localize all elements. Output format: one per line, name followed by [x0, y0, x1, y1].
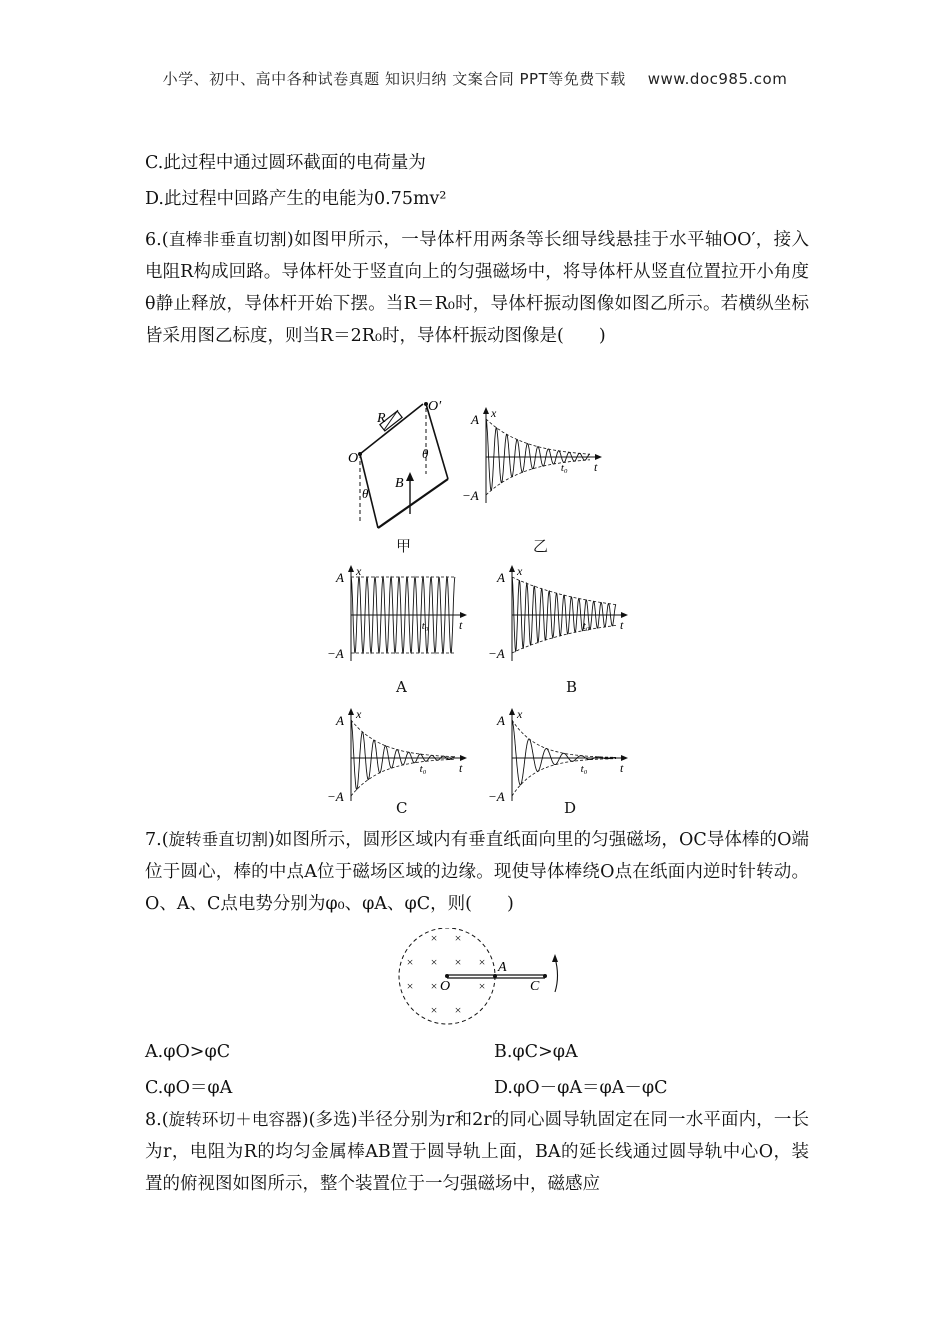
point-o	[445, 974, 449, 978]
y-axis-arrowhead	[348, 565, 354, 572]
field-cross-icon: ×	[454, 1003, 462, 1017]
label-o-prime: O′	[428, 399, 442, 414]
label-amplitude: A	[471, 412, 479, 427]
label-a: A	[498, 960, 507, 975]
q7-stem: 7.(旋转垂直切割)如图所示，圆形区域内有垂直纸面向里的匀强磁场，OC导体棒的O端位于圆心，棒的中点A位于磁场区域的边缘。现使导体棒绕O点在纸面内逆时针转动。O、A、C点电势分别为φ₀、φA、φC，则( )	[145, 830, 809, 914]
q7-number: 7.(	[145, 830, 169, 850]
point-c	[543, 974, 547, 978]
point-a	[493, 974, 497, 978]
label-theta-right: θ	[422, 446, 429, 461]
field-cross-icon: ×	[430, 1003, 438, 1017]
graph-c-content	[327, 707, 467, 801]
q8-tag: 旋转环切＋电容器	[168, 1110, 302, 1129]
oscillation-curve	[486, 419, 590, 490]
label-b: B	[395, 476, 404, 491]
label-amplitude: A	[497, 570, 505, 585]
label-neg-amplitude: −A	[462, 488, 479, 503]
q6-number: 6.(	[145, 230, 169, 250]
q7-text: 如图所示，圆形区域内有垂直纸面向里的匀强磁场，OC导体棒的O端位于圆心，棒的中点A位于磁场区域的边缘。现使导体棒绕O点在纸面内逆时针转动。O、A、C点电势分别为φ₀、φA、φC，则( )	[145, 830, 809, 914]
point-o	[358, 452, 362, 456]
field-cross-icon: ×	[406, 955, 414, 969]
label-neg-amplitude: −A	[488, 789, 505, 801]
q7-option-c: C.φO＝φA	[145, 1078, 233, 1098]
graph-yi	[462, 405, 612, 515]
wire-right	[426, 404, 448, 479]
q7-tag: 旋转垂直切割	[168, 830, 269, 849]
choice-c-label: C	[396, 799, 408, 817]
label-t0: t₀	[421, 620, 429, 632]
q5-option-d-value: 0.75mv²	[373, 189, 447, 209]
rotation-arrowhead	[552, 954, 558, 962]
envelope-lower	[512, 759, 616, 796]
label-t: t	[459, 618, 463, 632]
figure-jia	[340, 392, 460, 558]
figure-yi-label: 乙	[533, 537, 549, 555]
label-t0: t₀	[582, 620, 590, 632]
y-axis-arrowhead	[509, 708, 515, 715]
oscillation-curve	[512, 720, 616, 785]
graph-d	[488, 706, 628, 801]
label-o: O	[348, 451, 359, 466]
q8-text: )(多选)半径分别为r和2r的同心圆导轨固定在同一水平面内，一长为r，电阻为R的均匀金属棒AB置于圆导轨上面，BA的延长线通过圆导轨中心O，装置的俯视图如图所示，整个装置位于一匀强磁场中，磁感应	[145, 1110, 809, 1194]
envelope-upper	[351, 720, 455, 757]
field-crosses	[407, 931, 486, 1017]
label-t0: t₀	[419, 763, 427, 775]
figure-jia-label: 甲	[396, 537, 412, 555]
label-x: x	[517, 707, 523, 721]
field-cross-icon: ×	[454, 955, 462, 969]
q7-option-a: A.φO>φC	[145, 1042, 231, 1062]
label-amplitude: A	[336, 713, 344, 728]
label-t: t	[620, 618, 624, 632]
envelope-lower	[512, 625, 616, 653]
q5-option-c: C.此过程中通过圆环截面的电荷量为	[145, 153, 426, 173]
field-cross-icon: ×	[454, 931, 462, 945]
label-neg-amplitude: −A	[327, 646, 344, 661]
label-c: C	[530, 979, 540, 994]
choice-a-label: A	[396, 678, 407, 696]
conductor-rod	[378, 479, 448, 528]
rotation-arrow	[555, 958, 558, 992]
q5-option-d-prefix: D.此过程中回路产生的电能为	[145, 189, 374, 209]
label-t: t	[620, 761, 624, 775]
graph-b	[488, 563, 628, 668]
field-cross-icon: ×	[430, 931, 438, 945]
envelope-lower	[486, 460, 590, 495]
figure-q7	[392, 928, 572, 1026]
label-t: t	[459, 761, 463, 775]
label-x: x	[491, 406, 497, 420]
label-t: t	[594, 460, 598, 474]
label-x: x	[356, 707, 362, 721]
label-x: x	[356, 564, 362, 578]
label-t0: t₀	[580, 763, 588, 775]
label-neg-amplitude: −A	[488, 646, 505, 661]
oscillation-curve	[512, 577, 616, 651]
q8-number: 8.(	[145, 1110, 169, 1130]
label-t0: t₀	[560, 462, 568, 474]
choice-d-label: D	[564, 799, 577, 817]
y-axis-arrowhead	[483, 407, 489, 414]
graph-yi-content	[462, 406, 602, 503]
choice-b-label: B	[566, 678, 578, 696]
graph-c	[327, 706, 467, 801]
label-amplitude: A	[497, 713, 505, 728]
oscillation-curve	[351, 720, 455, 790]
q6-text: 如图甲所示，一导体杆用两条等长细导线悬挂于水平轴OO′，接入电阻R构成回路。导体杆处于竖直向上的匀强磁场中，将导体杆从竖直位置拉开小角度θ静止释放，导体杆开始下摆。当R＝R₀时，导体杆振动图像如图乙所示。若横纵坐标皆采用图乙标度，则当R＝2R₀时，导体杆振动图像是( )	[145, 230, 810, 346]
label-o: O	[440, 979, 451, 994]
q6-stem: 6.(直棒非垂直切割)如图甲所示，一导体杆用两条等长细导线悬挂于水平轴OO′，接入电阻R构成回路。导体杆处于竖直向上的匀强磁场中，将导体杆从竖直位置拉开小角度θ静止释放，导体杆开始下摆。当R＝R₀时，导体杆振动图像如图乙所示。若横纵坐标皆采用图乙标度，则当R＝2R₀时，导体杆振动图像是( )	[145, 230, 810, 346]
envelope-upper	[512, 720, 616, 757]
field-cross-icon: ×	[406, 979, 414, 993]
label-neg-amplitude: −A	[327, 789, 344, 801]
envelope-lower	[351, 759, 455, 796]
wire-top	[360, 404, 423, 454]
header-text: 小学、初中、高中各种试卷真题 知识归纳 文案合同 PPT等免费下载	[162, 70, 626, 88]
header-site: www.doc985.com	[647, 70, 788, 88]
field-cross-icon: ×	[478, 979, 486, 993]
graph-a-content	[327, 564, 467, 661]
q8-stem	[145, 1104, 809, 1200]
y-axis-arrowhead	[348, 708, 354, 715]
envelope-upper	[486, 419, 590, 454]
graph-d-content	[488, 707, 628, 801]
q5-option-d	[145, 188, 446, 210]
y-axis-arrowhead	[509, 565, 515, 572]
graph-a	[327, 563, 467, 668]
label-x: x	[517, 564, 523, 578]
field-cross-icon: ×	[430, 979, 438, 993]
label-theta-left: θ	[362, 486, 369, 501]
field-b-arrowhead	[406, 472, 414, 481]
label-r: R	[377, 411, 386, 426]
label-amplitude: A	[336, 570, 344, 585]
q7-option-b: B.φC>φA	[494, 1042, 578, 1062]
field-cross-icon: ×	[478, 955, 486, 969]
graph-b-content	[488, 564, 628, 661]
page-header	[0, 68, 950, 89]
q7-option-d: D.φO－φA＝φA－φC	[494, 1078, 668, 1098]
field-cross-icon: ×	[430, 955, 438, 969]
q6-tag: 直棒非垂直切割	[168, 230, 287, 249]
